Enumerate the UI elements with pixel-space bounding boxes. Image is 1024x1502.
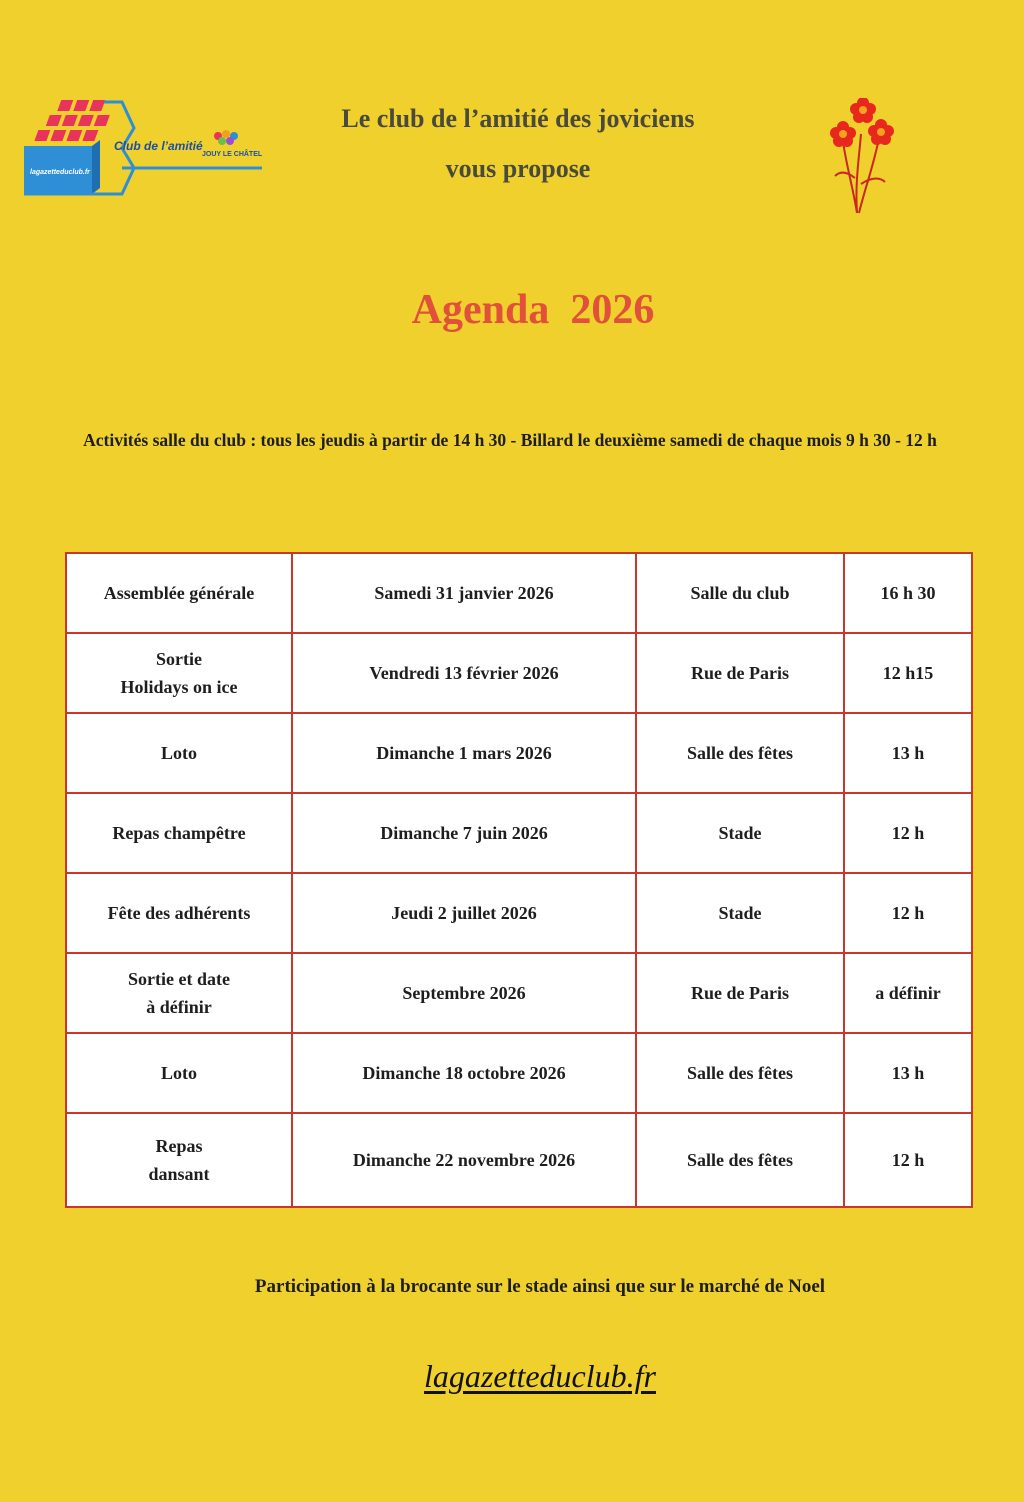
time-cell: 12 h15 bbox=[844, 633, 972, 713]
site-link[interactable]: lagazetteduclub.fr bbox=[424, 1358, 656, 1394]
table-row bbox=[66, 793, 972, 873]
event-cell: Sortie Holidays on ice bbox=[66, 633, 292, 713]
event-cell: Assemblée générale bbox=[66, 553, 292, 633]
place-cell: Rue de Paris bbox=[636, 633, 844, 713]
date-cell: Vendredi 13 février 2026 bbox=[292, 633, 636, 713]
time-cell: 12 h bbox=[844, 1113, 972, 1207]
event-cell: Fête des adhérents bbox=[66, 873, 292, 953]
place-cell: Salle du club bbox=[636, 553, 844, 633]
time-cell: 16 h 30 bbox=[844, 553, 972, 633]
date-cell: Dimanche 22 novembre 2026 bbox=[292, 1113, 636, 1207]
table-row bbox=[66, 1033, 972, 1113]
date-cell: Septembre 2026 bbox=[292, 953, 636, 1033]
date-cell: Jeudi 2 juillet 2026 bbox=[292, 873, 636, 953]
place-cell: Salle des fêtes bbox=[636, 1033, 844, 1113]
date-cell: Dimanche 1 mars 2026 bbox=[292, 713, 636, 793]
time-cell: 12 h bbox=[844, 873, 972, 953]
place-cell: Stade bbox=[636, 873, 844, 953]
time-cell: 12 h bbox=[844, 793, 972, 873]
agenda-table bbox=[65, 552, 973, 1208]
header-subtitle: vous propose bbox=[445, 154, 591, 183]
place-cell: Rue de Paris bbox=[636, 953, 844, 1033]
date-cell: Samedi 31 janvier 2026 bbox=[292, 553, 636, 633]
logo-site: lagazetteduclub.fr bbox=[30, 169, 90, 176]
table-row bbox=[66, 713, 972, 793]
agenda-title: Agenda 2026 bbox=[411, 287, 655, 333]
place-cell: Salle des fêtes bbox=[636, 713, 844, 793]
event-cell: Sortie et date à définir bbox=[66, 953, 292, 1033]
event-cell: Repas dansant bbox=[66, 1113, 292, 1207]
table-row bbox=[66, 953, 972, 1033]
place-cell: Salle des fêtes bbox=[636, 1113, 844, 1207]
time-cell: 13 h bbox=[844, 713, 972, 793]
time-cell: 13 h bbox=[844, 1033, 972, 1113]
table-row bbox=[66, 1113, 972, 1207]
table-row bbox=[66, 553, 972, 633]
date-cell: Dimanche 18 octobre 2026 bbox=[292, 1033, 636, 1113]
club-name: Le club de l’amitié des joviciens bbox=[341, 104, 695, 133]
event-cell: Loto bbox=[66, 713, 292, 793]
flower-bouquet-icon bbox=[825, 98, 900, 218]
footer-note: Participation à la brocante sur le stade ainsi que sur le marché de Noel bbox=[254, 1276, 826, 1297]
time-cell: a définir bbox=[844, 953, 972, 1033]
date-cell: Dimanche 7 juin 2026 bbox=[292, 793, 636, 873]
place-cell: Stade bbox=[636, 793, 844, 873]
logo-town: JOUY LE CHÂTEL bbox=[202, 151, 263, 158]
activities-note: Activités salle du club : tous les jeudis à partir de 14 h 30 - Billard le deuxième samedi de chaque mois 9 h 30 - 12 h bbox=[83, 430, 937, 450]
event-cell: Loto bbox=[66, 1033, 292, 1113]
event-cell: Repas champêtre bbox=[66, 793, 292, 873]
table-row bbox=[66, 873, 972, 953]
logo-title: Club de l’amitié bbox=[114, 139, 203, 153]
table-row bbox=[66, 633, 972, 713]
